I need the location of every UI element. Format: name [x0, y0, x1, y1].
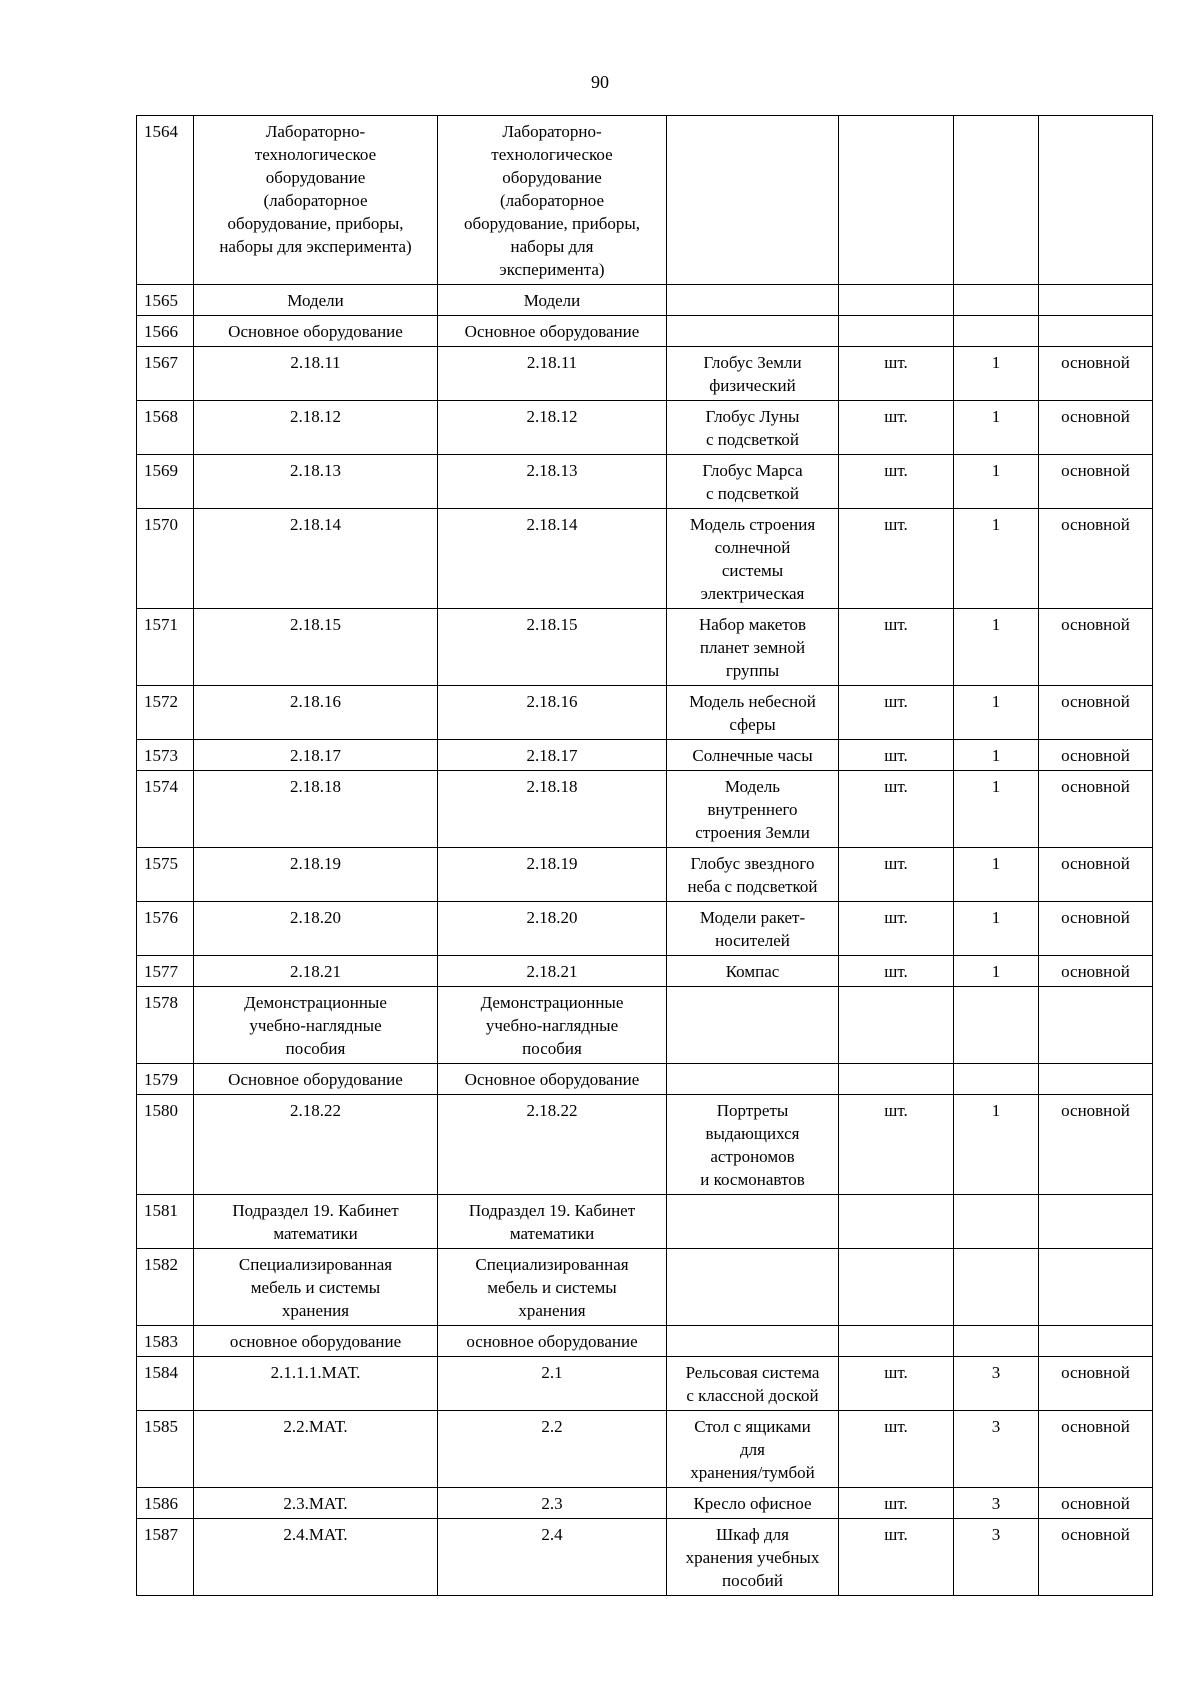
cell-quantity: 1	[954, 1095, 1039, 1195]
cell-quantity	[954, 1064, 1039, 1095]
cell-quantity: 1	[954, 902, 1039, 956]
cell-item-name: Модель строения солнечной системы электрическая	[667, 509, 839, 609]
cell-category: основной	[1039, 686, 1153, 740]
cell-category	[1039, 987, 1153, 1064]
cell-unit: шт.	[839, 347, 954, 401]
cell-quantity	[954, 116, 1039, 285]
table-row	[137, 740, 1153, 771]
equipment-table	[136, 115, 1153, 1596]
table-row	[137, 1326, 1153, 1357]
table-row	[137, 316, 1153, 347]
cell-unit	[839, 285, 954, 316]
cell-unit: шт.	[839, 455, 954, 509]
cell-name-primary: 2.18.18	[194, 771, 438, 848]
cell-name-secondary: Демонстрационные учебно-наглядные пособия	[438, 987, 667, 1064]
cell-row-number: 1575	[137, 848, 194, 902]
cell-row-number: 1583	[137, 1326, 194, 1357]
cell-quantity: 1	[954, 956, 1039, 987]
cell-unit: шт.	[839, 771, 954, 848]
cell-unit	[839, 1326, 954, 1357]
cell-unit	[839, 116, 954, 285]
cell-row-number: 1578	[137, 987, 194, 1064]
table-row	[137, 1519, 1153, 1596]
cell-row-number: 1570	[137, 509, 194, 609]
cell-name-primary: 2.18.17	[194, 740, 438, 771]
cell-name-primary: Основное оборудование	[194, 316, 438, 347]
cell-name-secondary: 2.3	[438, 1488, 667, 1519]
cell-quantity: 1	[954, 771, 1039, 848]
cell-category: основной	[1039, 771, 1153, 848]
cell-unit: шт.	[839, 848, 954, 902]
cell-row-number: 1584	[137, 1357, 194, 1411]
cell-category	[1039, 1249, 1153, 1326]
table-row	[137, 347, 1153, 401]
table-row	[137, 956, 1153, 987]
cell-row-number: 1572	[137, 686, 194, 740]
cell-name-primary: 2.18.19	[194, 848, 438, 902]
table-row	[137, 1357, 1153, 1411]
cell-item-name: Портреты выдающихся астрономов и космонавтов	[667, 1095, 839, 1195]
cell-name-primary: 2.18.16	[194, 686, 438, 740]
cell-unit	[839, 316, 954, 347]
cell-row-number: 1576	[137, 902, 194, 956]
cell-name-primary: Демонстрационные учебно-наглядные пособия	[194, 987, 438, 1064]
cell-quantity: 3	[954, 1519, 1039, 1596]
cell-quantity: 3	[954, 1411, 1039, 1488]
cell-row-number: 1587	[137, 1519, 194, 1596]
cell-unit: шт.	[839, 509, 954, 609]
cell-unit	[839, 1195, 954, 1249]
cell-quantity: 1	[954, 347, 1039, 401]
cell-name-primary: 2.18.13	[194, 455, 438, 509]
cell-category: основной	[1039, 401, 1153, 455]
cell-item-name: Стол с ящиками для хранения/тумбой	[667, 1411, 839, 1488]
cell-quantity	[954, 1326, 1039, 1357]
cell-item-name: Глобус Земли физический	[667, 347, 839, 401]
cell-unit: шт.	[839, 609, 954, 686]
cell-name-primary: Подраздел 19. Кабинет математики	[194, 1195, 438, 1249]
cell-row-number: 1580	[137, 1095, 194, 1195]
cell-category: основной	[1039, 609, 1153, 686]
cell-unit: шт.	[839, 956, 954, 987]
cell-item-name: Компас	[667, 956, 839, 987]
cell-name-primary: 2.18.14	[194, 509, 438, 609]
cell-quantity	[954, 1195, 1039, 1249]
cell-name-primary: 2.18.20	[194, 902, 438, 956]
cell-name-secondary: 2.4	[438, 1519, 667, 1596]
cell-name-secondary: 2.18.12	[438, 401, 667, 455]
cell-name-secondary: Основное оборудование	[438, 316, 667, 347]
cell-unit: шт.	[839, 1488, 954, 1519]
table-row	[137, 401, 1153, 455]
cell-category: основной	[1039, 1095, 1153, 1195]
cell-category: основной	[1039, 509, 1153, 609]
cell-unit	[839, 1249, 954, 1326]
cell-name-primary: Модели	[194, 285, 438, 316]
cell-quantity: 1	[954, 455, 1039, 509]
cell-row-number: 1582	[137, 1249, 194, 1326]
cell-quantity: 3	[954, 1488, 1039, 1519]
cell-row-number: 1565	[137, 285, 194, 316]
cell-category: основной	[1039, 1519, 1153, 1596]
table-row	[137, 686, 1153, 740]
cell-name-secondary: 2.18.20	[438, 902, 667, 956]
cell-category: основной	[1039, 1488, 1153, 1519]
cell-unit: шт.	[839, 902, 954, 956]
cell-unit: шт.	[839, 1411, 954, 1488]
cell-name-secondary: 2.18.18	[438, 771, 667, 848]
table-row	[137, 509, 1153, 609]
cell-name-primary: 2.18.15	[194, 609, 438, 686]
cell-name-primary: основное оборудование	[194, 1326, 438, 1357]
cell-name-secondary: основное оборудование	[438, 1326, 667, 1357]
cell-name-primary: 2.1.1.1.МАТ.	[194, 1357, 438, 1411]
cell-row-number: 1585	[137, 1411, 194, 1488]
cell-name-secondary: Специализированная мебель и системы хранения	[438, 1249, 667, 1326]
cell-item-name	[667, 116, 839, 285]
cell-name-secondary: 2.18.17	[438, 740, 667, 771]
cell-name-primary: 2.18.11	[194, 347, 438, 401]
cell-row-number: 1568	[137, 401, 194, 455]
table-row	[137, 1488, 1153, 1519]
cell-name-primary: Основное оборудование	[194, 1064, 438, 1095]
table-row	[137, 285, 1153, 316]
cell-quantity: 1	[954, 686, 1039, 740]
cell-name-secondary: 2.18.21	[438, 956, 667, 987]
cell-quantity	[954, 987, 1039, 1064]
cell-item-name: Глобус Луны с подсветкой	[667, 401, 839, 455]
cell-name-secondary: Модели	[438, 285, 667, 316]
table-row	[137, 902, 1153, 956]
table-row	[137, 1064, 1153, 1095]
cell-item-name: Рельсовая система с классной доской	[667, 1357, 839, 1411]
cell-row-number: 1573	[137, 740, 194, 771]
cell-row-number: 1574	[137, 771, 194, 848]
table-row	[137, 1411, 1153, 1488]
cell-unit: шт.	[839, 1519, 954, 1596]
cell-category	[1039, 1195, 1153, 1249]
cell-item-name: Набор макетов планет земной группы	[667, 609, 839, 686]
cell-unit: шт.	[839, 1357, 954, 1411]
cell-category	[1039, 285, 1153, 316]
cell-quantity	[954, 1249, 1039, 1326]
cell-row-number: 1567	[137, 347, 194, 401]
cell-row-number: 1577	[137, 956, 194, 987]
cell-row-number: 1569	[137, 455, 194, 509]
cell-name-primary: 2.3.МАТ.	[194, 1488, 438, 1519]
cell-unit: шт.	[839, 1095, 954, 1195]
cell-name-primary: Специализированная мебель и системы хранения	[194, 1249, 438, 1326]
cell-name-primary: 2.18.21	[194, 956, 438, 987]
cell-item-name	[667, 1326, 839, 1357]
cell-unit: шт.	[839, 401, 954, 455]
cell-category: основной	[1039, 1357, 1153, 1411]
cell-row-number: 1564	[137, 116, 194, 285]
cell-row-number: 1566	[137, 316, 194, 347]
cell-name-primary: 2.18.22	[194, 1095, 438, 1195]
cell-item-name	[667, 1249, 839, 1326]
cell-category	[1039, 1064, 1153, 1095]
cell-name-secondary: 2.18.16	[438, 686, 667, 740]
cell-item-name	[667, 1064, 839, 1095]
cell-name-primary: 2.18.12	[194, 401, 438, 455]
cell-quantity	[954, 285, 1039, 316]
cell-item-name: Солнечные часы	[667, 740, 839, 771]
cell-quantity: 3	[954, 1357, 1039, 1411]
table-row	[137, 1249, 1153, 1326]
cell-category: основной	[1039, 740, 1153, 771]
cell-category: основной	[1039, 455, 1153, 509]
cell-quantity: 1	[954, 401, 1039, 455]
cell-item-name: Кресло офисное	[667, 1488, 839, 1519]
cell-quantity: 1	[954, 848, 1039, 902]
table-row	[137, 609, 1153, 686]
cell-name-secondary: 2.18.22	[438, 1095, 667, 1195]
cell-name-secondary: 2.18.13	[438, 455, 667, 509]
cell-item-name	[667, 987, 839, 1064]
cell-name-secondary: Лабораторно- технологическое оборудование (лабораторное оборудование, приборы, наборы для эксперимента)	[438, 116, 667, 285]
table-row	[137, 116, 1153, 285]
cell-name-secondary: Основное оборудование	[438, 1064, 667, 1095]
cell-row-number: 1586	[137, 1488, 194, 1519]
cell-category: основной	[1039, 848, 1153, 902]
cell-quantity: 1	[954, 740, 1039, 771]
cell-category	[1039, 316, 1153, 347]
cell-name-primary: 2.4.МАТ.	[194, 1519, 438, 1596]
table-row	[137, 771, 1153, 848]
table-row	[137, 848, 1153, 902]
cell-name-secondary: 2.18.19	[438, 848, 667, 902]
cell-unit	[839, 1064, 954, 1095]
cell-item-name: Глобус Марса с подсветкой	[667, 455, 839, 509]
cell-name-secondary: 2.2	[438, 1411, 667, 1488]
cell-category: основной	[1039, 1411, 1153, 1488]
cell-item-name: Модель небесной сферы	[667, 686, 839, 740]
cell-unit: шт.	[839, 740, 954, 771]
cell-name-primary: 2.2.МАТ.	[194, 1411, 438, 1488]
cell-row-number: 1571	[137, 609, 194, 686]
page-number: 90	[591, 72, 609, 92]
table-row	[137, 1095, 1153, 1195]
cell-row-number: 1581	[137, 1195, 194, 1249]
cell-name-secondary: 2.18.11	[438, 347, 667, 401]
cell-item-name: Шкаф для хранения учебных пособий	[667, 1519, 839, 1596]
cell-item-name	[667, 316, 839, 347]
cell-row-number: 1579	[137, 1064, 194, 1095]
cell-name-secondary: Подраздел 19. Кабинет математики	[438, 1195, 667, 1249]
cell-category	[1039, 116, 1153, 285]
table-row	[137, 455, 1153, 509]
cell-unit	[839, 987, 954, 1064]
cell-quantity: 1	[954, 509, 1039, 609]
cell-item-name: Глобус звездного неба с подсветкой	[667, 848, 839, 902]
cell-item-name: Модель внутреннего строения Земли	[667, 771, 839, 848]
cell-name-secondary: 2.18.15	[438, 609, 667, 686]
cell-name-secondary: 2.18.14	[438, 509, 667, 609]
cell-category: основной	[1039, 956, 1153, 987]
cell-name-secondary: 2.1	[438, 1357, 667, 1411]
table-body	[137, 116, 1153, 1596]
cell-item-name	[667, 285, 839, 316]
cell-unit: шт.	[839, 686, 954, 740]
cell-category	[1039, 1326, 1153, 1357]
cell-quantity: 1	[954, 609, 1039, 686]
table-row	[137, 987, 1153, 1064]
cell-category: основной	[1039, 347, 1153, 401]
cell-category: основной	[1039, 902, 1153, 956]
table-row	[137, 1195, 1153, 1249]
cell-item-name: Модели ракет- носителей	[667, 902, 839, 956]
cell-quantity	[954, 316, 1039, 347]
cell-name-primary: Лабораторно- технологическое оборудование (лабораторное оборудование, приборы, наборы для эксперимента)	[194, 116, 438, 285]
cell-item-name	[667, 1195, 839, 1249]
